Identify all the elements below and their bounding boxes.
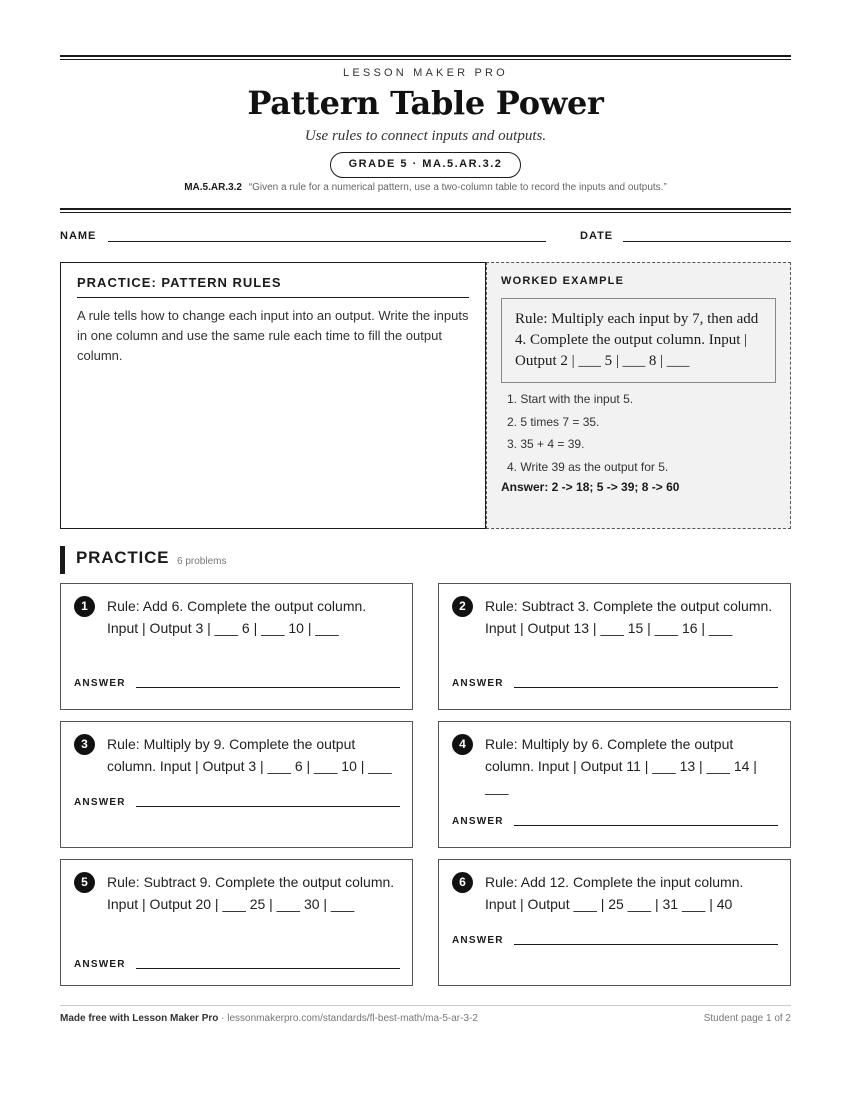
page-title: Pattern Table Power: [247, 84, 604, 122]
problem-number-badge: 1: [74, 596, 95, 617]
problem-count: 6 problems: [177, 556, 227, 567]
answer-label: ANSWER: [74, 797, 126, 808]
problem-card-6: [438, 859, 791, 986]
answer-field-6[interactable]: [514, 944, 778, 945]
practice-section-title: PRACTICE: [76, 548, 170, 567]
problem-text: Rule: Multiply by 6. Complete the output column. Input | Output 11 | ___ 13 | ___ 14 | ___: [485, 736, 757, 795]
problem-text: Rule: Subtract 3. Complete the output column. Input | Output 13 | ___ 15 | ___ 16 | ___: [485, 598, 773, 636]
problem-text: Rule: Add 6. Complete the output column. Input | Output 3 | ___ 6 | ___ 10 | ___: [107, 598, 367, 636]
worked-example-heading: WORKED EXAMPLE: [501, 275, 625, 287]
problem-number-badge: 3: [74, 734, 95, 755]
problem-number-badge: 6: [452, 872, 473, 893]
footer-divider: [60, 1005, 791, 1006]
footer-credit: [60, 1013, 478, 1024]
date-label: DATE: [580, 230, 614, 242]
answer-label: ANSWER: [452, 935, 504, 946]
section-accent-bar: [60, 546, 65, 574]
practice-intro-heading: PRACTICE: PATTERN RULES: [77, 275, 469, 298]
date-field[interactable]: [623, 241, 791, 242]
brand-name: LESSON MAKER PRO: [343, 67, 508, 79]
practice-intro-box: [60, 262, 486, 529]
standard-code: MA.5.AR.3.2: [184, 182, 242, 193]
answer-label: ANSWER: [452, 816, 504, 827]
worked-step: 4. Write 39 as the output for 5.: [507, 459, 669, 474]
top-double-rule: [60, 55, 791, 60]
answer-field-3[interactable]: [136, 806, 400, 807]
worksheet-page: [60, 0, 791, 1100]
problem-number-badge: 2: [452, 596, 473, 617]
footer-page-number: Student page 1 of 2: [703, 1013, 791, 1024]
standard-text: “Given a rule for a numerical pattern, use a two-column table to record the inputs and outputs.”: [248, 182, 667, 193]
worked-example-steps: [501, 388, 776, 478]
worked-example-box: [486, 262, 791, 529]
standard-line: [60, 182, 791, 193]
worked-step: 2. 5 times 7 = 35.: [507, 414, 600, 429]
footer-made-with: Made free with Lesson Maker Pro: [60, 1013, 219, 1024]
problem-number-badge: 4: [452, 734, 473, 755]
problem-card-5: [60, 859, 413, 986]
worked-example-problem: Rule: Multiply each input by 7, then add 4. Complete the output column. Input | Output 2 | ___ 5 | ___ 8 | ___: [501, 298, 776, 383]
problem-text: Rule: Subtract 9. Complete the output column. Input | Output 20 | ___ 25 | ___ 30 | ___: [107, 874, 395, 912]
answer-row: [452, 678, 777, 692]
problem-card-2: [438, 583, 791, 710]
footer-url[interactable]: · lessonmakerpro.com/standards/fl-best-math/ma-5-ar-3-2: [218, 1013, 478, 1024]
answer-field-4[interactable]: [514, 825, 778, 826]
answer-row: [74, 678, 399, 692]
answer-label: ANSWER: [74, 959, 126, 970]
problem-card-1: [60, 583, 413, 710]
worked-step: 3. 35 + 4 = 39.: [507, 437, 585, 451]
name-field[interactable]: [108, 241, 546, 242]
answer-row: [74, 959, 399, 973]
worked-example-answer: Answer: 2 -> 18; 5 -> 39; 8 -> 60: [501, 480, 680, 494]
problem-card-3: [60, 721, 413, 848]
answer-label: ANSWER: [452, 678, 504, 689]
problem-card-4: [438, 721, 791, 848]
practice-intro-body: A rule tells how to change each input into an output. Write the inputs in one column and use the same rule each time to fill the output column.: [77, 308, 469, 363]
answer-field-5[interactable]: [136, 968, 400, 969]
header-bottom-rule: [60, 208, 791, 213]
answer-row: [452, 816, 777, 830]
answer-field-1[interactable]: [136, 687, 400, 688]
page-subtitle: Use rules to connect inputs and outputs.: [304, 128, 547, 144]
answer-row: [452, 935, 777, 949]
name-label: NAME: [60, 230, 97, 242]
answer-field-2[interactable]: [514, 687, 778, 688]
problem-number-badge: 5: [74, 872, 95, 893]
problem-text: Rule: Add 12. Complete the input column. Input | Output ___ | 25 ___ | 31 ___ | 40: [485, 874, 744, 912]
worked-step: 1. Start with the input 5.: [507, 392, 634, 406]
answer-label: ANSWER: [74, 678, 126, 689]
problem-text: Rule: Multiply by 9. Complete the output column. Input | Output 3 | ___ 6 | ___ 10 | ___: [107, 736, 392, 774]
answer-row: [74, 797, 399, 811]
student-info-row: [60, 230, 791, 246]
grade-badge: GRADE 5 · MA.5.AR.3.2: [330, 152, 521, 178]
